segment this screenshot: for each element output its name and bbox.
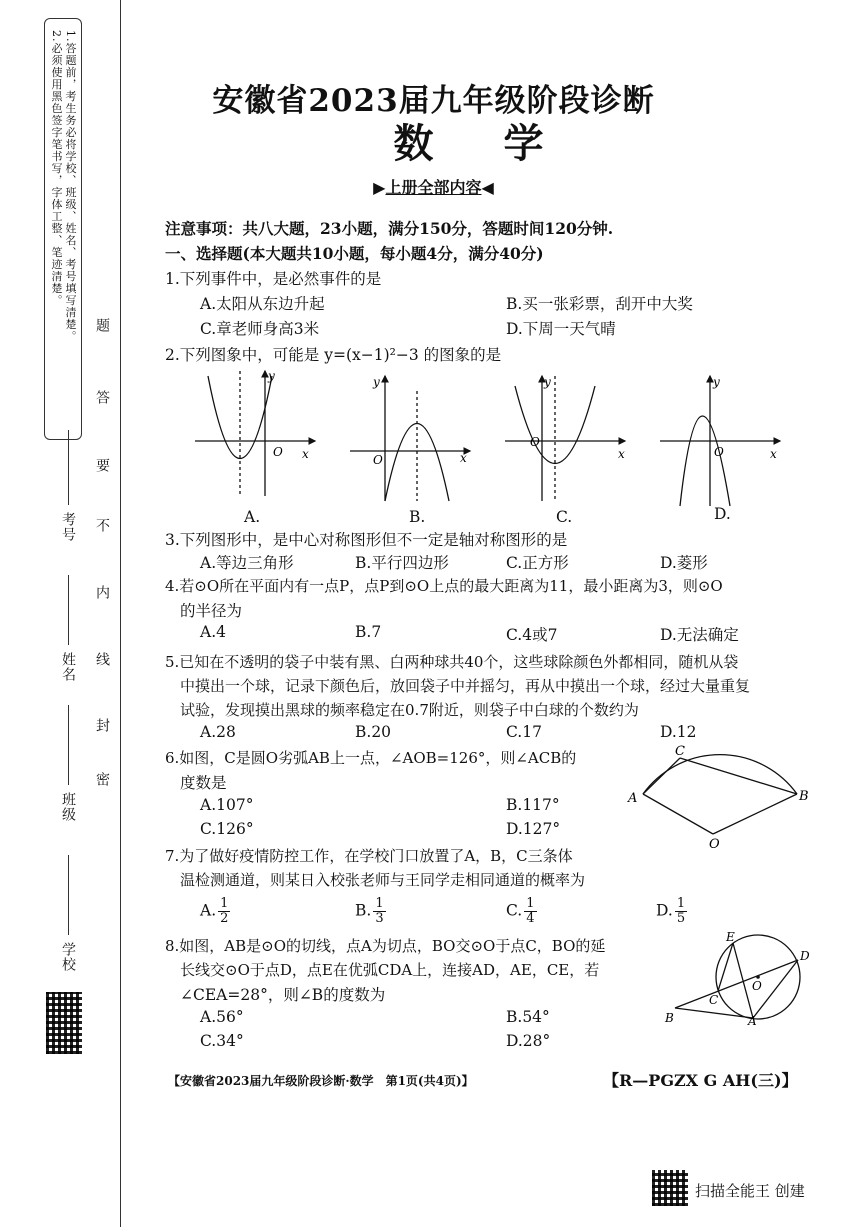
q2-label-b: B. (409, 508, 426, 526)
graph-a (195, 371, 315, 496)
q7-a-num: 1 (220, 896, 229, 911)
exam-title: 安徽省2023届九年级阶段诊断 (212, 83, 655, 119)
seal-char-3: 要 (94, 458, 110, 473)
q3-option-b: B.平行四边形 (355, 554, 449, 572)
field-line-xuexiao (68, 855, 69, 935)
q3-stem: 3.下列图形中，是中心对称图形但不一定是轴对称图形的是 (165, 531, 568, 549)
q7-option-b (355, 897, 386, 926)
q7-b-num: 1 (375, 896, 384, 911)
q5-line-1: 5.已知在不透明的袋子中装有黑、白两种球共40个，这些球除颜色外都相同，随机从袋 (165, 653, 739, 671)
q1-option-a: A.太阳从东边升起 (200, 295, 325, 313)
q5-option-b: B.20 (355, 723, 392, 741)
graph-d-o: O (714, 445, 724, 459)
q8-label-d: D (800, 949, 810, 963)
q1-option-d: D.下周一天气晴 (506, 320, 616, 338)
q8-figure (660, 930, 820, 1025)
graph-c-o: O (530, 435, 540, 449)
q1-option-c: C.章老师身高3米 (200, 320, 320, 338)
q8-label-e: E (726, 930, 735, 944)
notice-line-2: 2.必须使用黑色签字笔书写，字体工整、笔迹清楚。 (50, 30, 63, 307)
q2-stem: 2.下列图象中，可能是 y=(x−1)²−3 的图象的是 (165, 346, 502, 364)
seal-char-4: 不 (94, 518, 110, 533)
q5-option-a: A.28 (200, 723, 236, 741)
graph-c-x: x (618, 447, 625, 461)
q2-graphs (190, 366, 800, 526)
q6-option-a: A.107° (200, 796, 254, 814)
q6-option-d: D.127° (506, 820, 561, 838)
q7-a-den: 2 (220, 911, 229, 926)
q3-option-c: C.正方形 (506, 554, 569, 572)
q1-stem: 1.下列事件中，是必然事件的是 (165, 270, 382, 288)
footer-right: 【R—PGZX G AH(三)】 (603, 1071, 798, 1090)
q8-label-c: C (709, 993, 719, 1007)
field-line-xingming (68, 575, 69, 645)
q7-c-den: 4 (526, 911, 535, 926)
q6-label-a: A (628, 791, 638, 806)
q8-option-b: B.54° (506, 1008, 550, 1026)
q6-option-b: B.117° (506, 796, 560, 814)
field-kaohao: 考号 (60, 512, 76, 542)
seal-char-2: 题 (94, 318, 110, 333)
q8-line-1: 8.如图，AB是⊙O的切线，点A为切点，BO交⊙O于点C，BO的延 (165, 937, 606, 955)
q7-option-d-label: D. (656, 901, 673, 920)
q7-option-d (656, 897, 687, 926)
graph-a-y: y (268, 369, 275, 383)
q4-option-a: A.4 (200, 623, 226, 641)
q4-stem-1: 4.若⊙O所在平面内有一点P，点P到⊙O上点的最大距离为11，最小距离为3，则⊙O (165, 577, 723, 595)
field-xingming: 姓名 (60, 652, 76, 682)
q7-option-a-label: A. (200, 901, 217, 920)
q6-option-c: C.126° (200, 820, 254, 838)
q6-label-c: C (675, 744, 685, 759)
q5-line-2: 中摸出一个球，记录下颜色后，放回袋子中并摇匀，再从中摸出一个球，经过大量重复 (180, 677, 751, 695)
q7-b-den: 3 (375, 911, 384, 926)
q7-option-c (506, 897, 537, 926)
graph-a-x: x (302, 447, 309, 461)
section-1-heading: 一、选择题(本大题共10小题，每小题4分，满分40分) (165, 244, 544, 263)
q6-label-b: B (799, 789, 809, 804)
graph-d (660, 376, 780, 506)
q5-option-c: C.17 (506, 723, 542, 741)
q8-option-a: A.56° (200, 1008, 244, 1026)
footer-left: 【安徽省2023届九年级阶段诊断·数学 第1页(共4页)】 (168, 1074, 474, 1088)
q5-option-d: D.12 (660, 723, 697, 741)
graph-b-x: x (460, 451, 467, 465)
q4-stem-2: 的半径为 (180, 602, 243, 620)
q7-c-num: 1 (526, 896, 535, 911)
margin-qr-code (46, 992, 82, 1054)
watermark-qr-icon (652, 1170, 688, 1206)
q8-label-a: A (748, 1014, 757, 1025)
q8-option-c: C.34° (200, 1032, 244, 1050)
q8-label-b: B (665, 1011, 674, 1025)
q4-option-c: C.4或7 (506, 626, 558, 644)
field-xuexiao: 学校 (60, 942, 76, 972)
seal-char-5: 内 (94, 585, 110, 600)
q2-label-d: D. (714, 505, 731, 523)
graph-d-x: x (770, 447, 777, 461)
q8-line-3: ∠CEA=28°，则∠B的度数为 (180, 986, 386, 1004)
q7-option-a (200, 897, 230, 926)
graph-b-o: O (373, 453, 383, 467)
seal-char-8: 密 (94, 772, 110, 787)
graph-d-y: y (713, 375, 720, 389)
field-banji: 班级 (60, 792, 76, 822)
q8-label-o: O (752, 979, 762, 993)
scope-label: ▶上册全部内容◀ (373, 178, 494, 197)
graph-a-o: O (273, 445, 283, 459)
q4-option-b: B.7 (355, 623, 382, 641)
q7-d-num: 1 (676, 896, 686, 911)
graph-c-y: y (544, 375, 551, 389)
q7-d-den: 5 (676, 911, 686, 926)
q3-option-d: D.菱形 (660, 554, 708, 572)
field-line-kaohao (68, 430, 69, 505)
graph-b-y: y (373, 375, 380, 389)
subject-title: 数学 (393, 120, 614, 167)
q7-fraction-c (524, 897, 536, 926)
field-line-banji (68, 705, 69, 785)
q8-line-2: 长线交⊙O于点D，点E在优弧CDA上，连接AD，AE，CE，若 (180, 961, 600, 979)
q8-option-d: D.28° (506, 1032, 551, 1050)
q3-option-a: A.等边三角形 (200, 554, 294, 572)
scope-text: 上册全部内容 (385, 178, 482, 197)
watermark-text: 扫描全能王 创建 (695, 1182, 805, 1200)
graph-b (350, 376, 470, 501)
q7-line-1: 7.为了做好疫情防控工作，在学校门口放置了A，B，C三条体 (165, 847, 573, 865)
q5-line-3: 试验，发现摸出黑球的频率稳定在0.7附近，则袋子中白球的个数约为 (180, 701, 639, 719)
q2-label-a: A. (244, 508, 261, 526)
q1-option-b: B.买一张彩票，刮开中大奖 (506, 295, 693, 313)
seal-char-7: 封 (94, 718, 110, 733)
q4-option-d: D.无法确定 (660, 626, 739, 644)
q7-fraction-b (373, 897, 385, 926)
q7-fraction-a (218, 897, 230, 926)
q6-line-2: 度数是 (180, 774, 227, 792)
q6-line-1: 6.如图，C是圆O劣弧AB上一点，∠AOB=126°，则∠ACB的 (165, 749, 577, 767)
q7-option-b-label: B. (355, 901, 372, 920)
notice-line-1: 1.答题前，考生务必将学校、班级、姓名、考号填写清楚。 (64, 30, 77, 343)
instructions: 注意事项：共八大题，23小题，满分150分，答题时间120分钟. (165, 219, 614, 238)
q7-option-c-label: C. (506, 901, 523, 920)
q7-line-2: 温检测通道，则某日入校张老师与王同学走相同通道的概率为 (180, 871, 586, 889)
seal-char-1: 答 (94, 390, 110, 405)
graph-c (505, 376, 625, 501)
q6-label-o: O (709, 837, 720, 852)
seal-char-6: 线 (94, 652, 110, 667)
q6-figure (625, 742, 815, 852)
q7-fraction-d (675, 897, 687, 926)
q2-label-c: C. (556, 508, 573, 526)
